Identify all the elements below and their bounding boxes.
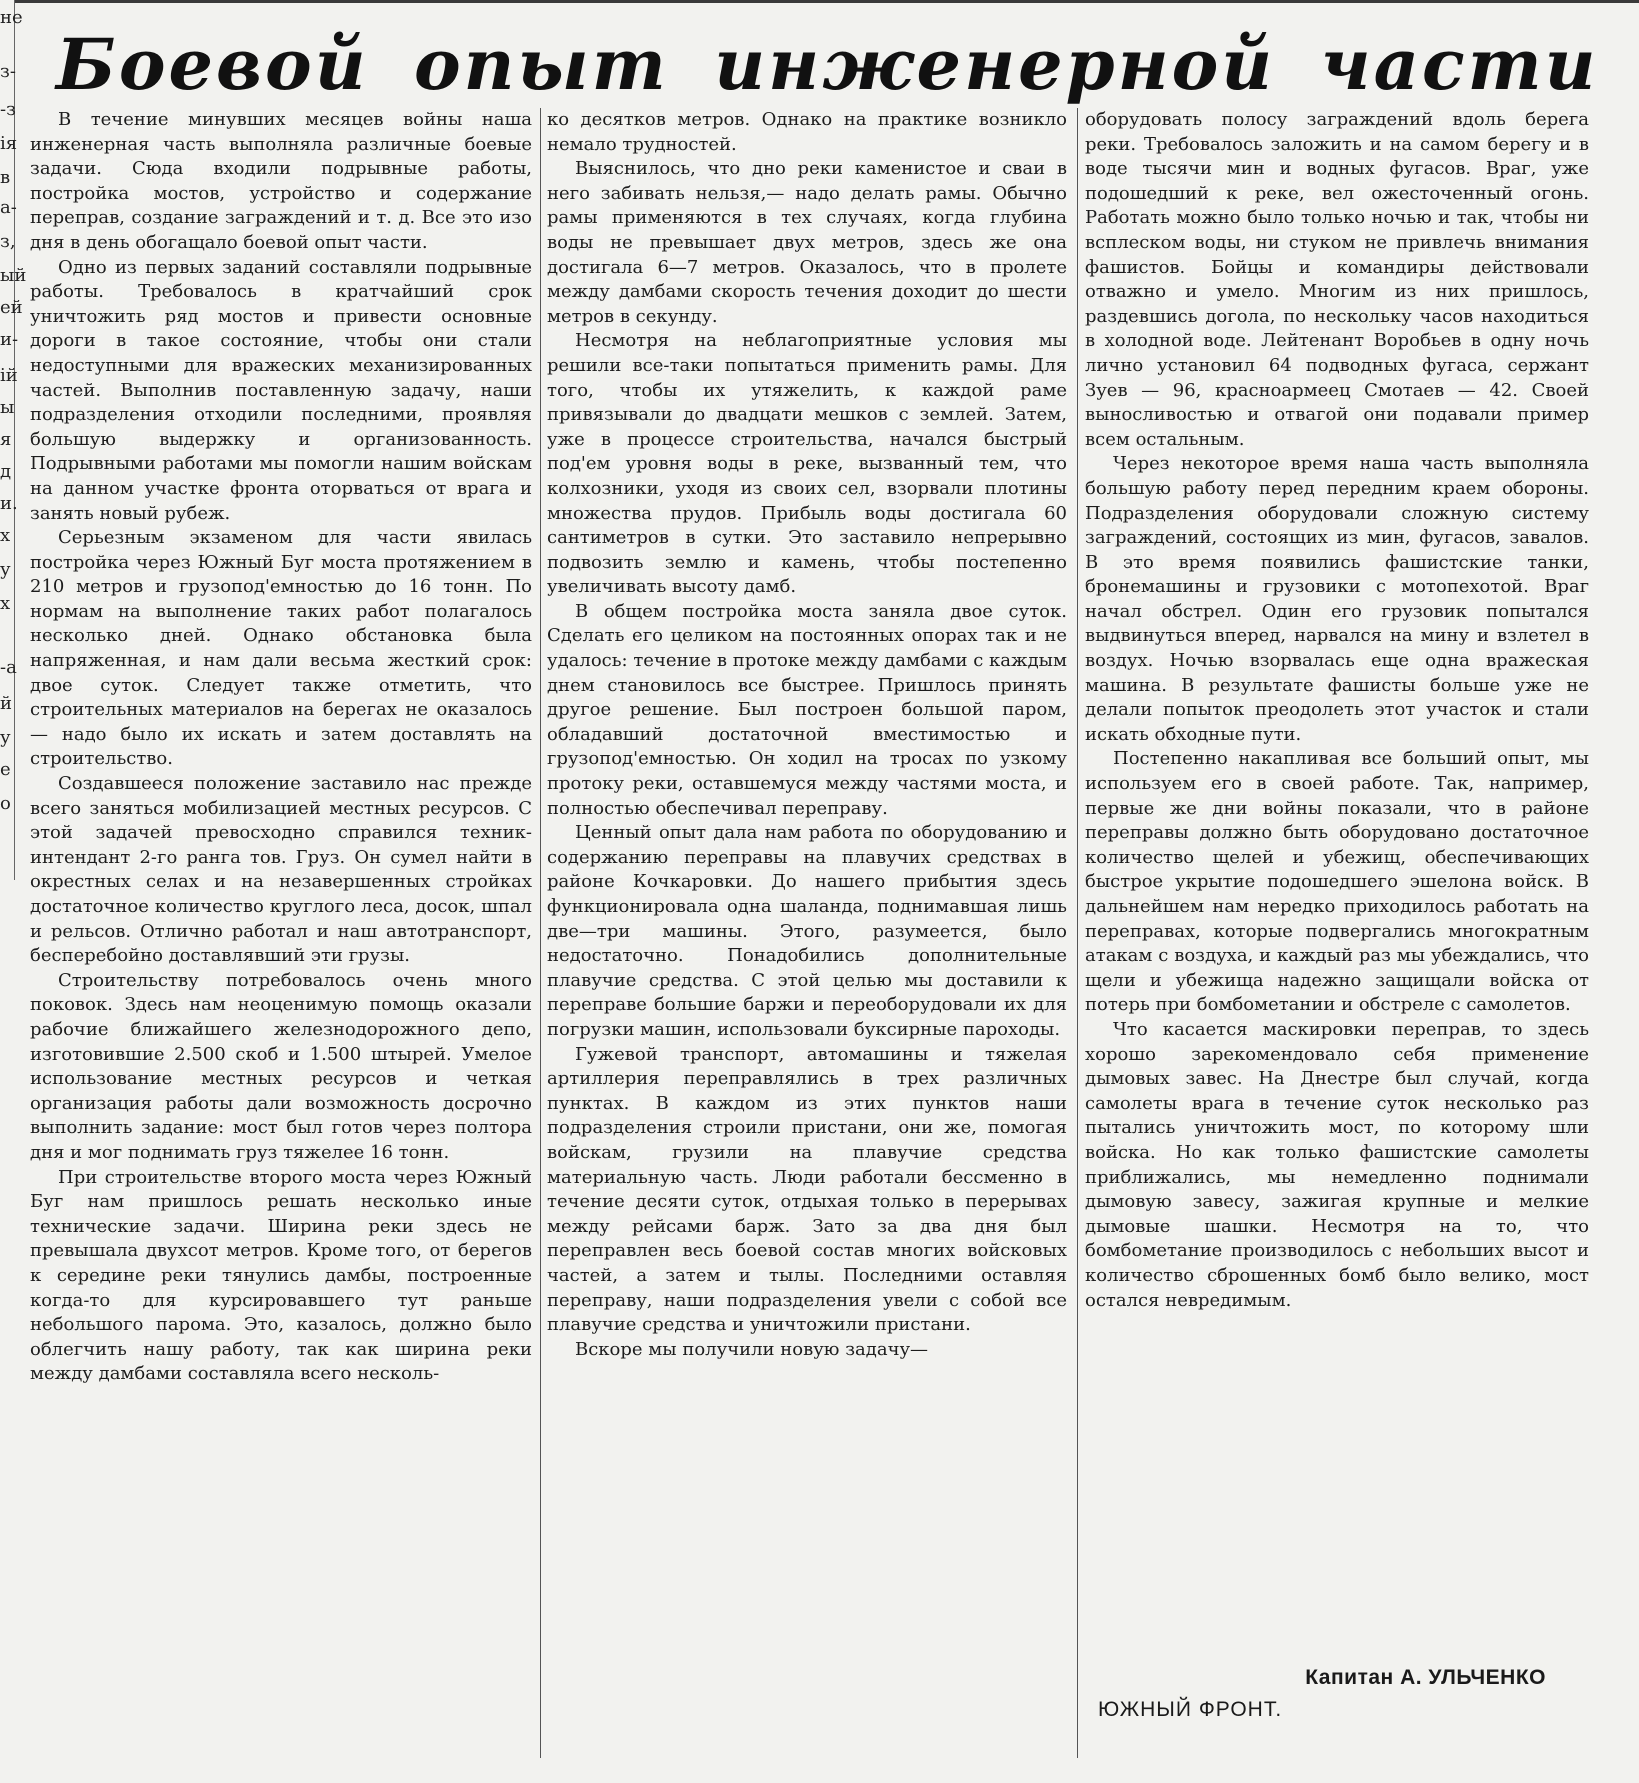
left-edge-fragment: -з <box>0 99 16 120</box>
left-edge-fragment: а- <box>0 197 17 218</box>
article-column-3 <box>1085 108 1589 1660</box>
author-signature: Капитан А. УЛЬЧЕНКО <box>1305 1666 1546 1689</box>
article-column-2 <box>547 108 1067 1734</box>
column-divider <box>540 108 541 1758</box>
article-column-1 <box>30 108 532 1734</box>
left-edge-fragment: ія <box>0 133 18 154</box>
left-edge-fragment: и. <box>0 493 18 514</box>
left-edge-fragment: ы <box>0 397 15 418</box>
author-front: ЮЖНЫЙ ФРОНТ. <box>1098 1698 1283 1721</box>
paragraph: Выяснилось, что дно реки каменистое и сваи в него забивать нельзя,— надо делать рамы. Обычно рамы применяются в тех случаях, когда глубина воды не превышает двух метров, здесь же она достигала 6—7 метров. Оказалось, что в пролете между дамбами скорость течения доходит до шести метров в секунду. <box>547 158 1067 327</box>
left-edge-fragment: у <box>0 727 11 748</box>
paragraph: Вскоре мы получили новую задачу— <box>575 1338 929 1360</box>
paragraph: Строительству потребовалось очень много поковок. Здесь нам неоценимую помощь оказали рабочие ближайшего железнодорожного депо, изготовившие 2.500 скоб и 1.500 штырей. Умелое использование местных ресурсов и четкая организация работы дали возможность досрочно выполнить задание: мост был готов через полтора дня и мог поднимать груз тяжелее 16 тонн. <box>30 969 532 1163</box>
paragraph: Одно из первых заданий составляли подрывные работы. Требовалось в кратчайший срок уничтожить ряд мостов и привести основные дороги в такое состояние, чтобы они стали недоступными для вражеских механизированных частей. Выполнив поставленную задачу, наши подразделения отходили последними, проявляя большую выдержку и организованность. Подрывными работами мы помогли нашим войскам на данном участке фронта оторваться от врага и занять новый рубеж. <box>30 256 532 524</box>
paragraph: Через некоторое время наша часть выполняла большую работу перед передним краем обороны. Подразделения оборудовали сложную систему заграждений, состоящих из мин, фугасов, завалов. В это время появились фашистские танки, бронемашины и грузовики с мотопехотой. Враг начал обстрел. Один его грузовик попытался выдвинуться вперед, нарвался на мину и взлетел в воздух. Ночью взорвалась еще одна вражеская машина. В результате фашисты больше уже не делали попыток преодолеть этот участок и стали искать обходные пути. <box>1085 453 1589 745</box>
left-edge-fragment: в <box>0 167 11 188</box>
left-edge-fragment: и- <box>0 329 19 350</box>
left-edge-fragment: о <box>0 793 11 814</box>
paragraph-continued: оборудовать полосу заграждений вдоль берега реки. Требовалось заложить и на самом берегу и в воде тысячи мин и водных фугасов. Враг, уже подошедший к реке, вел ожесточенный огонь. Работать можно было только ночью и так, чтобы ни всплеском воды, ни стуком не привлечь внимания фашистов. Бойцы и командиры действовали отважно и умело. Многим из них пришлось, раздевшись догола, по нескольку часов находиться в холодной воде. Лейтенант Воробьев в одну ночь лично установил 64 подводных фугаса, сержант Зуев — 96, красноармеец Смотаев — 42. Своей выносливостью и отвагой они подавали пример всем остальным. <box>1085 109 1589 450</box>
left-neighbor-column-fragment <box>0 0 27 880</box>
left-edge-fragment: х <box>0 593 11 614</box>
left-edge-fragment: з- <box>0 61 16 82</box>
left-edge-fragment: -а <box>0 657 17 678</box>
paragraph: Постепенно накапливая все больший опыт, мы используем его в своей работе. Так, например, первые же дни войны показали, что в районе переправы должно быть оборудовано достаточное количество щелей и убежищ, обеспечивающих быстрое укрытие подошедшего эшелона войск. В дальнейшем нам нередко приходилось работать на переправах, которые подвергались многократным атакам с воздуха, и каждый раз мы убеждались, что щели и убежища надежно защищали войска от потерь при бомбометании и обстреле с самолетов. <box>1085 748 1589 1016</box>
left-edge-fragment: ый <box>0 265 27 286</box>
left-edge-fragment: е <box>0 759 11 780</box>
paragraph: При строительстве второго моста через Южный Буг нам пришлось решать несколько иные технические задачи. Ширина реки здесь не превышала двухсот метров. Кроме того, от берегов к середине реки тянулись дамбы, построенные когда-то для курсировавшего тут раньше небольшого парома. Это, казалось, должно было облегчить нашу работу, так как ширина реки между дамбами составляла всего несколь- <box>30 1166 532 1385</box>
column-divider <box>1077 108 1078 1758</box>
left-edge-fragment: й <box>0 693 12 714</box>
paragraph: Ценный опыт дала нам работа по оборудованию и содержанию переправы на плавучих средствах в районе Кочкаровки. До нашего прибытия здесь функционировала одна шаланда, поднимавшая лишь две—три машины. Этого, разумеется, было недостаточно. Понадобились дополнительные плавучие средства. С этой целью мы доставили к переправе большие баржи и переоборудовали их для погрузки машин, использовали буксирные пароходы. <box>547 822 1067 1040</box>
left-edge-fragment: х <box>0 525 11 546</box>
left-edge-fragment: д <box>0 461 12 482</box>
left-edge-fragment: у <box>0 559 11 580</box>
paragraph: В течение минувших месяцев войны наша инженерная часть выполняла различные боевые задачи. Сюда входили подрывные работы, постройка мостов, устройство и содержание переправ, создание заграждений и т. д. Все это изо дня в день обогащало боевой опыт части. <box>30 109 532 253</box>
paragraph: Создавшееся положение заставило нас прежде всего заняться мобилизацией местных ресурсов. С этой задачей превосходно справился техник-интендант 2-го ранга тов. Груз. Он сумел найти в окрестных селах и на незавершенных стройках достаточное количество круглого леса, досок, шпал и рельсов. Отлично работал и наш автотранспорт, бесперебойно доставлявший эти грузы. <box>30 773 532 967</box>
paragraph: В общем постройка моста заняла двое суток. Сделать его целиком на постоянных опорах так и не удалось: течение в протоке между дамбами с каждым днем становилось все быстрее. Пришлось принять другое решение. Был построен большой паром, обладавший достаточной вместимостью и грузопод'емностью. Он ходил на тросах по узкому протоку реки, оставшемуся между частями моста, и полностью обеспечивал переправу. <box>547 600 1067 819</box>
paragraph: Несмотря на неблагоприятные условия мы решили все-таки попытаться применить рамы. Для того, чтобы их утяжелить, к каждой раме привязывали до двадцати мешков с землей. Затем, уже в процессе строительства, начался быстрый под'ем уровня воды в реке, вызванный тем, что колхозники, уходя из своих сел, взорвали плотины множества прудов. Прибыль воды достигала 60 сантиметров в сутки. Это заставило непрерывно подвозить землю и камень, чтобы постепенно увеличивать высоту дамб. <box>547 330 1067 598</box>
top-border-rule <box>14 0 1639 3</box>
left-edge-fragment: я <box>0 429 12 450</box>
left-edge-fragment: не <box>0 7 23 28</box>
article-headline: Боевой опыт инженерной части <box>56 23 1599 106</box>
left-edge-fragment: ей <box>0 297 23 318</box>
paragraph: Гужевой транспорт, автомашины и тяжелая артиллерия переправлялись в трех различных пунктах. В каждом из этих пунктов наши подразделения строили пристани, они же, помогая войскам, грузили на плавучие средства материальную часть. Люди работали бессменно в течение десяти суток, отдыхая только в перерывах между рейсами барж. Зато за два дня был переправлен весь боевой состав многих войсковых частей, а затем и тылы. Последними оставляя переправу, наши подразделения увели с собой все плавучие средства и уничтожили пристани. <box>547 1043 1067 1336</box>
paragraph-continued: ко десятков метров. Однако на практике возникло немало трудностей. <box>547 109 1067 155</box>
paragraph: Серьезным экзаменом для части явилась постройка через Южный Буг моста протяжением в 210 метров и грузопод'емностью до 16 тонн. По нормам на выполнение таких работ полагалось несколько дней. Однако обстановка была напряженная, и нам дали весьма жесткий срок: двое суток. Следует также отметить, что строительных материалов на берегах не оказалось — надо было их искать и затем доставлять на строительство. <box>30 527 532 770</box>
left-edge-fragment: ій <box>0 365 18 386</box>
left-edge-fragment: з, <box>0 231 16 252</box>
paragraph: Что касается маскировки переправ, то здесь хорошо зарекомендовало себя применение дымовых завес. На Днестре был случай, когда самолеты врага в течение суток несколько раз пытались уничтожить мост, по которому шли войска. Но как только фашистские самолеты приближались, мы немедленно поднимали дымовую завесу, зажигая крупные и мелкие дымовые шашки. Несмотря на то, что бомбометание производилось с небольших высот и количество сброшенных бомб было велико, мост остался невредимым. <box>1085 1018 1589 1311</box>
